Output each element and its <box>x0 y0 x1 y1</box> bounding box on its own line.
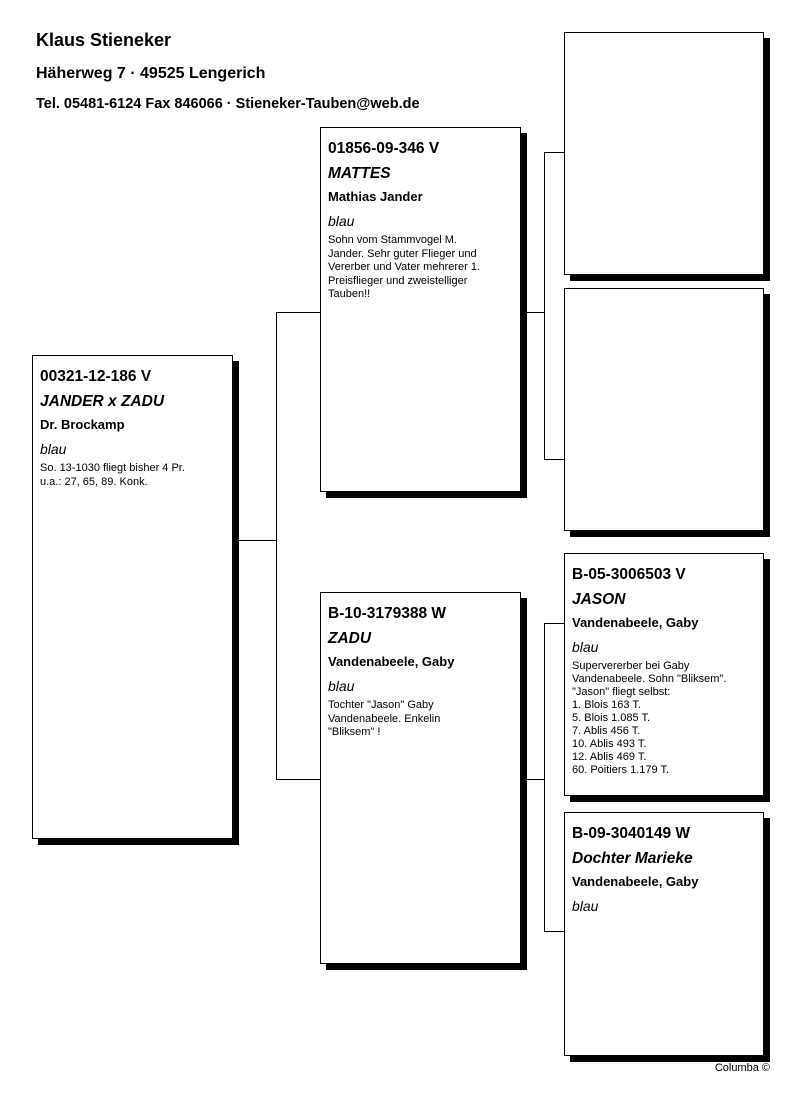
footer-credit: Columba © <box>714 1062 770 1074</box>
pigeon-name: Dochter Marieke <box>572 850 693 867</box>
ring-number: 01856-09-346 V <box>328 140 440 157</box>
notes-text: Sohn vom Stammvogel M. Jander. Sehr guter Flieger und Vererber und Vater mehrerer 1. Preisflieger und zweistelliger Tauben!! <box>328 234 481 300</box>
plumage-color: blau <box>572 898 599 914</box>
notes-text: Tochter "Jason" Gaby Vandenabeele. Enkelin "Bliksem" ! <box>328 699 441 738</box>
connector-line <box>544 623 564 624</box>
notes-text: So. 13-1030 fliegt bisher 4 Pr. u.a.: 27, 65, 89. Konk. <box>40 462 185 488</box>
connector-line <box>544 459 564 460</box>
pigeon-name: JASON <box>572 591 626 608</box>
connector-line <box>544 931 564 932</box>
connector-line <box>233 540 276 541</box>
ring-number: 00321-12-186 V <box>40 368 152 385</box>
plumage-color: blau <box>328 678 355 694</box>
owner-name: Klaus Stieneker <box>36 30 172 50</box>
subject-pigeon-card <box>32 355 233 839</box>
sire-card <box>320 127 521 492</box>
ring-number: B-05-3006503 V <box>572 566 686 583</box>
breeder-name: Vandenabeele, Gaby <box>572 874 699 889</box>
sire-sire-card-empty <box>564 32 764 275</box>
connector-line <box>544 152 564 153</box>
ring-number: B-09-3040149 W <box>572 825 691 842</box>
pigeon-name: JANDER x ZADU <box>40 393 165 410</box>
dam-sire-card <box>564 553 764 796</box>
pigeon-name: MATTES <box>328 165 391 182</box>
connector-line <box>276 779 320 780</box>
breeder-name: Dr. Brockamp <box>40 417 125 432</box>
dam-dam-card <box>564 812 764 1056</box>
connector-line <box>276 312 277 780</box>
breeder-name: Mathias Jander <box>328 189 423 204</box>
plumage-color: blau <box>40 441 67 457</box>
notes-text: Supervererber bei Gaby Vandenabeele. Sohn "Bliksem". "Jason" fliegt selbst: 1. Blois 163 T. 5. Blois 1.085 T. 7. Ablis 456 T. 10. Ablis 493 T. 12. Ablis 469 T. 60. Poitiers 1.179 T. <box>572 660 727 776</box>
connector-line <box>520 312 544 313</box>
sire-dam-card-empty <box>564 288 764 531</box>
owner-address: Häherweg 7 · 49525 Lengerich <box>36 65 266 82</box>
plumage-color: blau <box>572 639 599 655</box>
plumage-color: blau <box>328 213 355 229</box>
breeder-name: Vandenabeele, Gaby <box>328 654 455 669</box>
connector-line <box>276 312 320 313</box>
ring-number: B-10-3179388 W <box>328 605 447 622</box>
connector-line <box>544 152 545 460</box>
connector-line <box>520 779 544 780</box>
breeder-name: Vandenabeele, Gaby <box>572 615 699 630</box>
dam-card <box>320 592 521 964</box>
pigeon-name: ZADU <box>328 630 372 647</box>
connector-line <box>544 623 545 932</box>
owner-contact: Tel. 05481-6124 Fax 846066 · Stieneker-Tauben@web.de <box>36 96 420 112</box>
